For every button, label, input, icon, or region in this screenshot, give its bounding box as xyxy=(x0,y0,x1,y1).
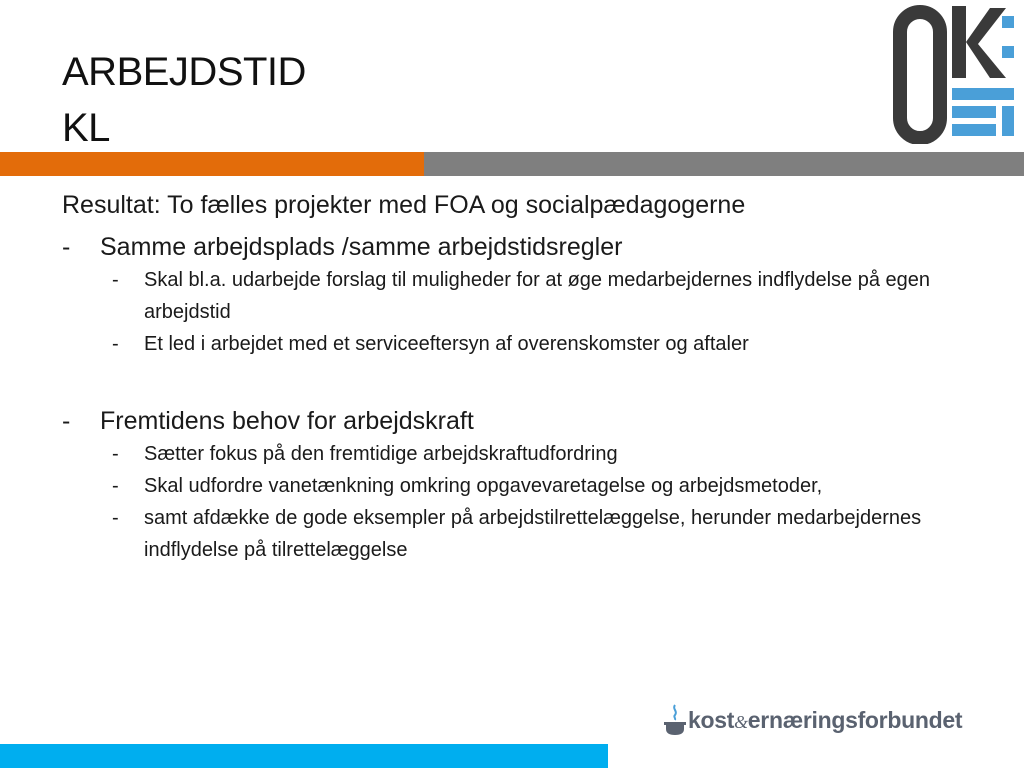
bullet-dash: - xyxy=(112,333,119,355)
list-item-text: Skal udfordre vanetænkning omkring opgavevaretagelse og arbejdsmetoder, xyxy=(144,475,823,497)
logo-ampersand: & xyxy=(734,711,748,732)
footer-logo-text xyxy=(688,707,962,734)
section-1-heading xyxy=(62,230,992,264)
pot-icon xyxy=(664,703,686,737)
bullet-dash: - xyxy=(62,233,71,261)
logo-word-kost: kost xyxy=(688,706,735,733)
list-item xyxy=(112,470,992,502)
kost-ernaeringsforbundet-logo xyxy=(664,700,1014,740)
lead-text: Resultat: To fælles projekter med FOA og socialpædagogerne xyxy=(62,191,746,219)
gray-divider xyxy=(424,152,1024,176)
list-item xyxy=(112,264,992,328)
section-1-text: Samme arbejdsplads /samme arbejdstidsregler xyxy=(100,233,623,261)
list-item xyxy=(112,438,992,470)
list-item xyxy=(112,502,992,566)
logo-word-ernaeringsforbundet: ernæringsforbundet xyxy=(747,706,963,733)
list-item-text: samt afdække de gode eksempler på arbejdstilrettelæggelse, herunder medarbejdernes indflydelse på tilrettelæggelse xyxy=(144,507,922,561)
bullet-dash: - xyxy=(112,475,119,497)
list-item-text: Skal bl.a. udarbejde forslag til muligheder for at øge medarbejdernes indflydelse på egen arbejdstid xyxy=(144,269,931,323)
title-line-2: KL xyxy=(62,106,110,150)
section-2-heading xyxy=(62,404,992,438)
slide-body xyxy=(62,186,992,566)
orange-divider xyxy=(0,152,424,176)
list-item xyxy=(112,328,992,360)
bullet-dash: - xyxy=(112,269,119,291)
list-item-text: Sætter fokus på den fremtidige arbejdskraftudfordring xyxy=(144,443,618,465)
title-line-1: ARBEJDSTID xyxy=(62,50,306,94)
bullet-dash: - xyxy=(62,407,71,435)
section-2-text: Fremtidens behov for arbejdskraft xyxy=(100,407,474,435)
list-item-text: Et led i arbejdet med et serviceeftersyn af overenskomster og aftaler xyxy=(144,333,749,355)
slide-title xyxy=(62,44,306,156)
bullet-dash: - xyxy=(112,443,119,465)
blue-footer-bar xyxy=(0,744,608,768)
bullet-dash: - xyxy=(112,507,119,529)
ok-logo-icon xyxy=(890,4,1020,144)
